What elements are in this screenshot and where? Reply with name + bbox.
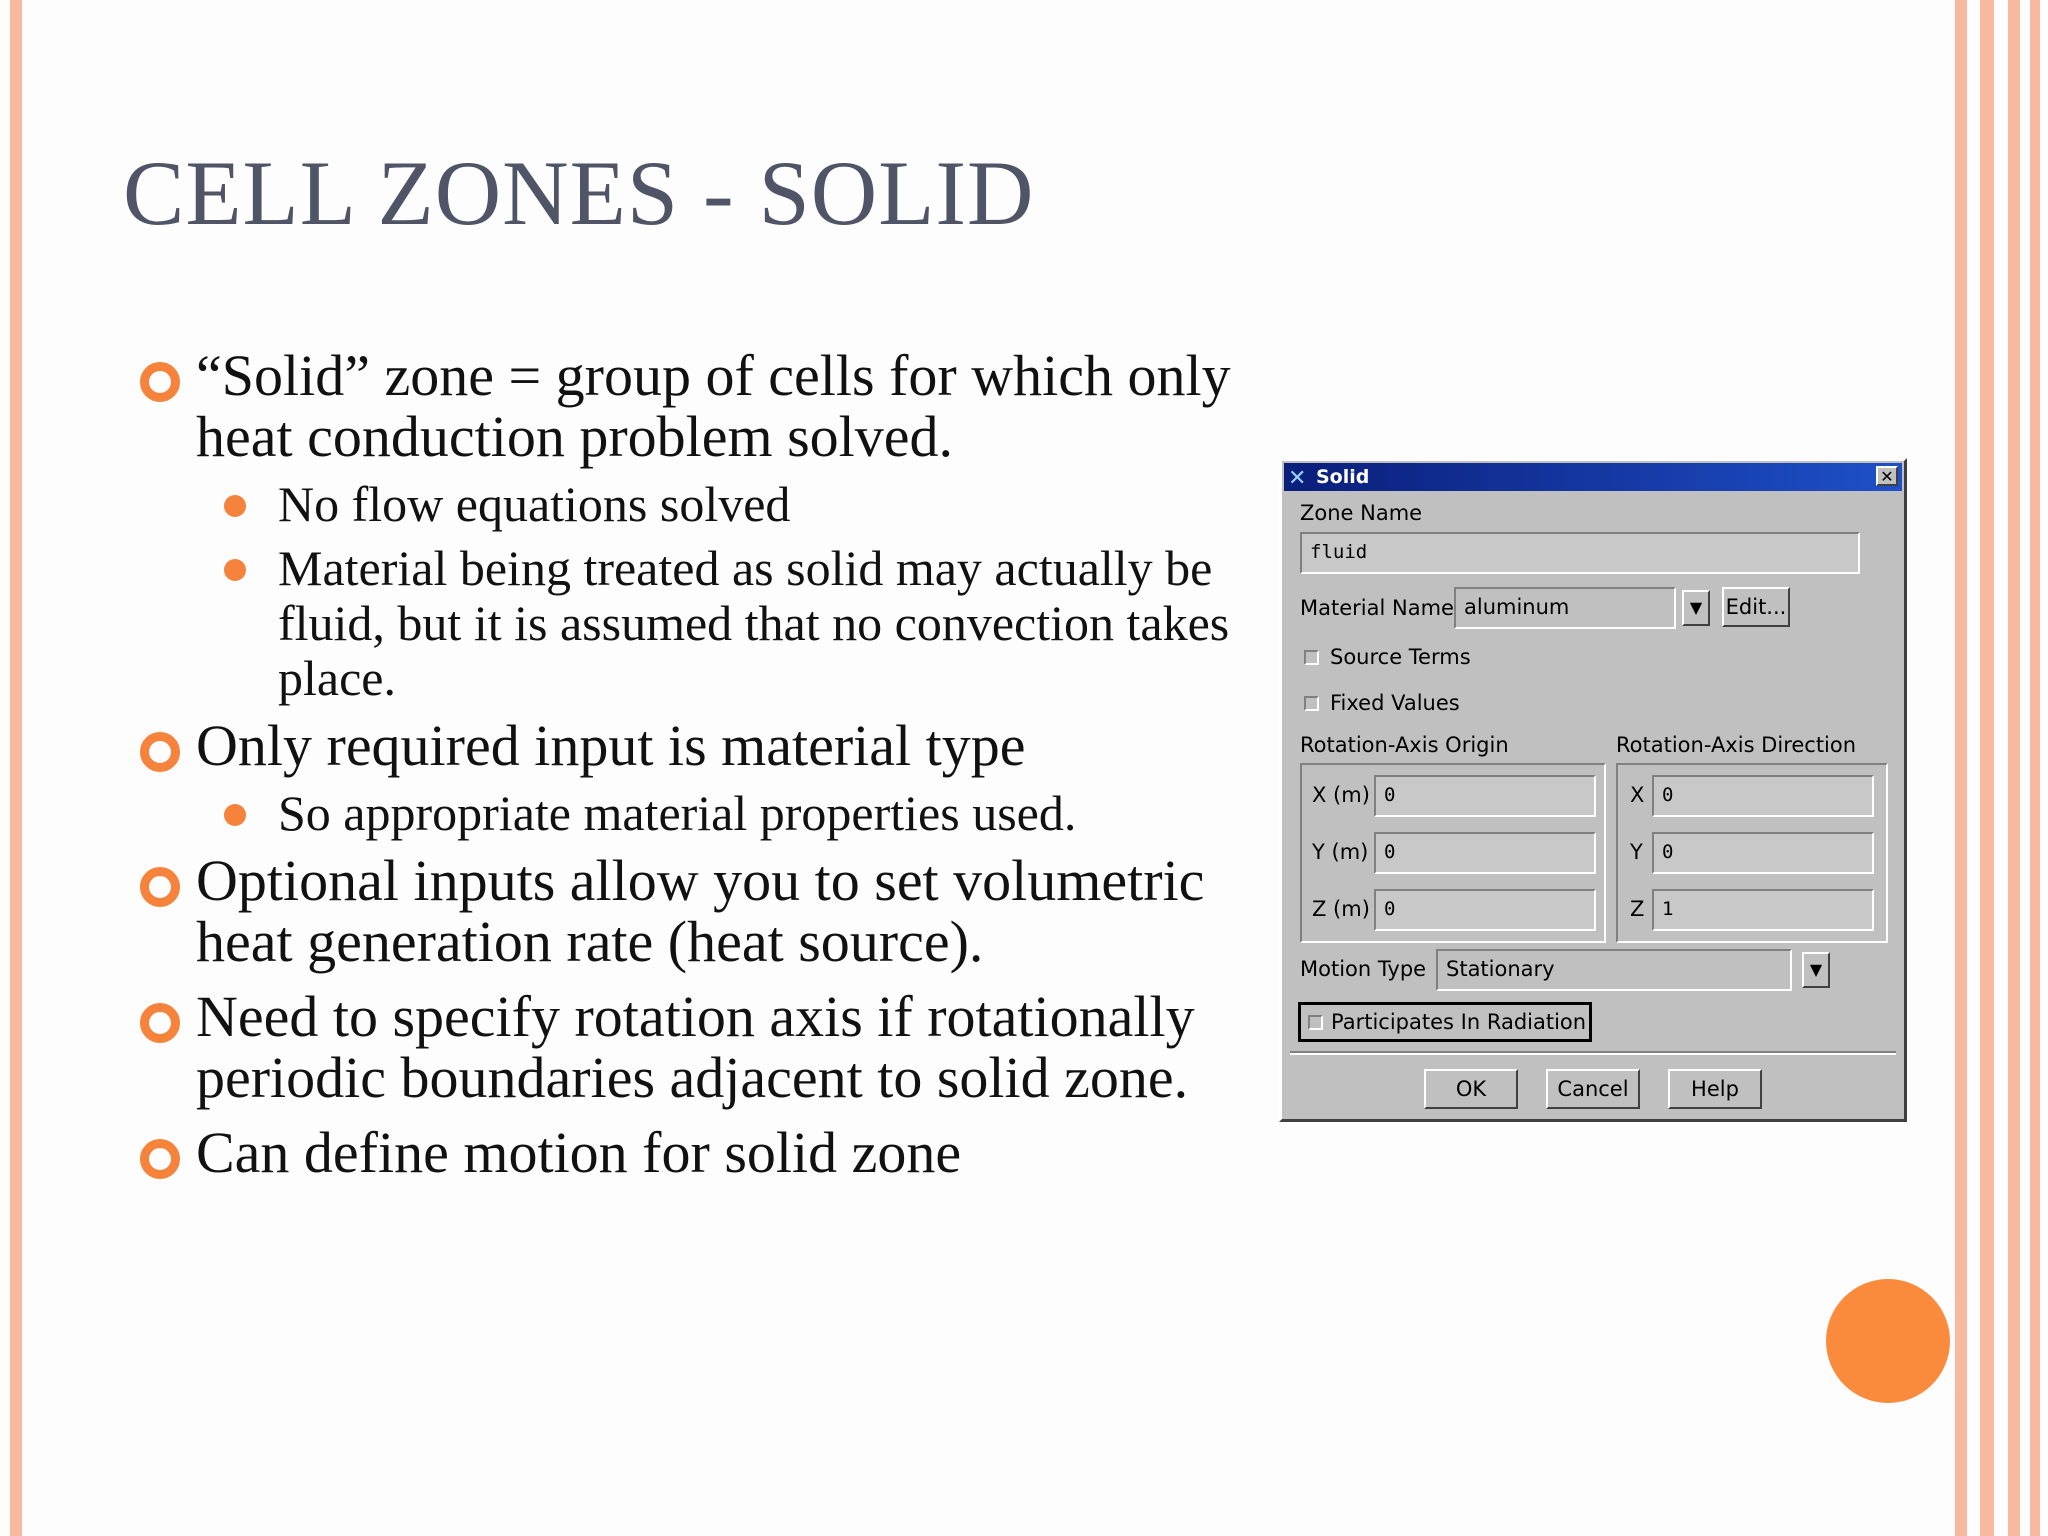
motion-type-label: Motion Type: [1300, 957, 1427, 981]
origin-y-input[interactable]: 0: [1374, 832, 1596, 874]
radiation-label: Participates In Radiation: [1331, 1010, 1587, 1034]
ring-bullet-icon: [140, 1139, 180, 1179]
sub-bullet-item: [196, 541, 1260, 706]
border-stripe-right-2: [1980, 0, 1994, 1536]
border-stripe-right-4: [2030, 0, 2040, 1536]
app-x-icon: ✕: [1288, 466, 1307, 491]
rotation-direction-group: [1616, 763, 1888, 943]
bullet-item: [140, 345, 1260, 467]
ring-bullet-icon: [140, 732, 180, 772]
bullet-item: [140, 986, 1260, 1108]
origin-z-label: Z (m): [1312, 897, 1370, 921]
material-name-label: Material Name: [1300, 596, 1454, 620]
dot-bullet-icon: [224, 495, 246, 517]
sub-bullet-item: [196, 477, 1260, 532]
rotation-origin-group: [1300, 763, 1606, 943]
decorative-circle: [1826, 1279, 1950, 1403]
bullet-item: [140, 715, 1260, 776]
bullet-item: [140, 850, 1260, 972]
source-terms-checkbox[interactable]: [1304, 650, 1319, 665]
rotation-origin-header: Rotation-Axis Origin: [1300, 733, 1509, 757]
origin-x-input[interactable]: 0: [1374, 775, 1596, 817]
chevron-down-icon[interactable]: ▼: [1802, 952, 1830, 988]
dot-bullet-icon: [224, 559, 246, 581]
edit-button[interactable]: Edit...: [1722, 587, 1790, 627]
solid-dialog: [1279, 458, 1907, 1122]
chevron-down-icon[interactable]: ▼: [1682, 590, 1710, 626]
bullet-text: Need to specify rotation axis if rotationally periodic boundaries adjacent to solid zone.: [196, 984, 1195, 1110]
rotation-direction-header: Rotation-Axis Direction: [1616, 733, 1857, 757]
direction-y-label: Y: [1630, 840, 1643, 864]
button-separator: [1290, 1051, 1896, 1055]
dialog-titlebar[interactable]: [1284, 463, 1902, 491]
source-terms-label: Source Terms: [1330, 645, 1471, 669]
border-stripe-left: [10, 0, 22, 1536]
bullet-text: “Solid” zone = group of cells for which only heat conduction problem solved.: [196, 343, 1231, 469]
fixed-values-checkbox[interactable]: [1304, 696, 1319, 711]
radiation-focus-frame[interactable]: [1298, 1002, 1592, 1042]
ring-bullet-icon: [140, 362, 180, 402]
radiation-checkbox[interactable]: [1308, 1015, 1323, 1030]
origin-y-label: Y (m): [1312, 840, 1369, 864]
direction-x-label: X: [1630, 783, 1645, 807]
fixed-values-label: Fixed Values: [1330, 691, 1460, 715]
border-stripe-right-3: [2008, 0, 2020, 1536]
bullet-text: Optional inputs allow you to set volumetric heat generation rate (heat source).: [196, 848, 1205, 974]
bullet-list: [140, 345, 1260, 1193]
sub-bullet-text: No flow equations solved: [278, 476, 791, 532]
border-stripe-right-1: [1955, 0, 1967, 1536]
cancel-button[interactable]: Cancel: [1546, 1069, 1640, 1109]
motion-type-select[interactable]: Stationary: [1436, 949, 1792, 991]
bullet-item: [140, 1122, 1260, 1183]
direction-x-input[interactable]: 0: [1652, 775, 1874, 817]
material-name-select[interactable]: aluminum: [1454, 587, 1676, 629]
direction-z-input[interactable]: 1: [1652, 889, 1874, 931]
sub-bullet-text: So appropriate material properties used.: [278, 785, 1077, 841]
direction-z-label: Z: [1630, 897, 1645, 921]
ring-bullet-icon: [140, 1003, 180, 1043]
sub-bullet-item: [196, 786, 1260, 841]
bullet-text: Only required input is material type: [196, 713, 1026, 778]
zone-name-input[interactable]: fluid: [1300, 532, 1860, 574]
ring-bullet-icon: [140, 867, 180, 907]
sub-bullet-text: Material being treated as solid may actually be fluid, but it is assumed that no convection takes place.: [278, 540, 1230, 706]
close-icon[interactable]: ✕: [1876, 466, 1898, 486]
origin-x-label: X (m): [1312, 783, 1370, 807]
zone-name-label: Zone Name: [1300, 501, 1423, 525]
dot-bullet-icon: [224, 804, 246, 826]
slide-title: CELL ZONES - SOLID: [123, 142, 1035, 244]
ok-button[interactable]: OK: [1424, 1069, 1518, 1109]
dialog-title: Solid: [1316, 466, 1370, 488]
origin-z-input[interactable]: 0: [1374, 889, 1596, 931]
bullet-text: Can define motion for solid zone: [196, 1120, 962, 1185]
help-button[interactable]: Help: [1668, 1069, 1762, 1109]
direction-y-input[interactable]: 0: [1652, 832, 1874, 874]
